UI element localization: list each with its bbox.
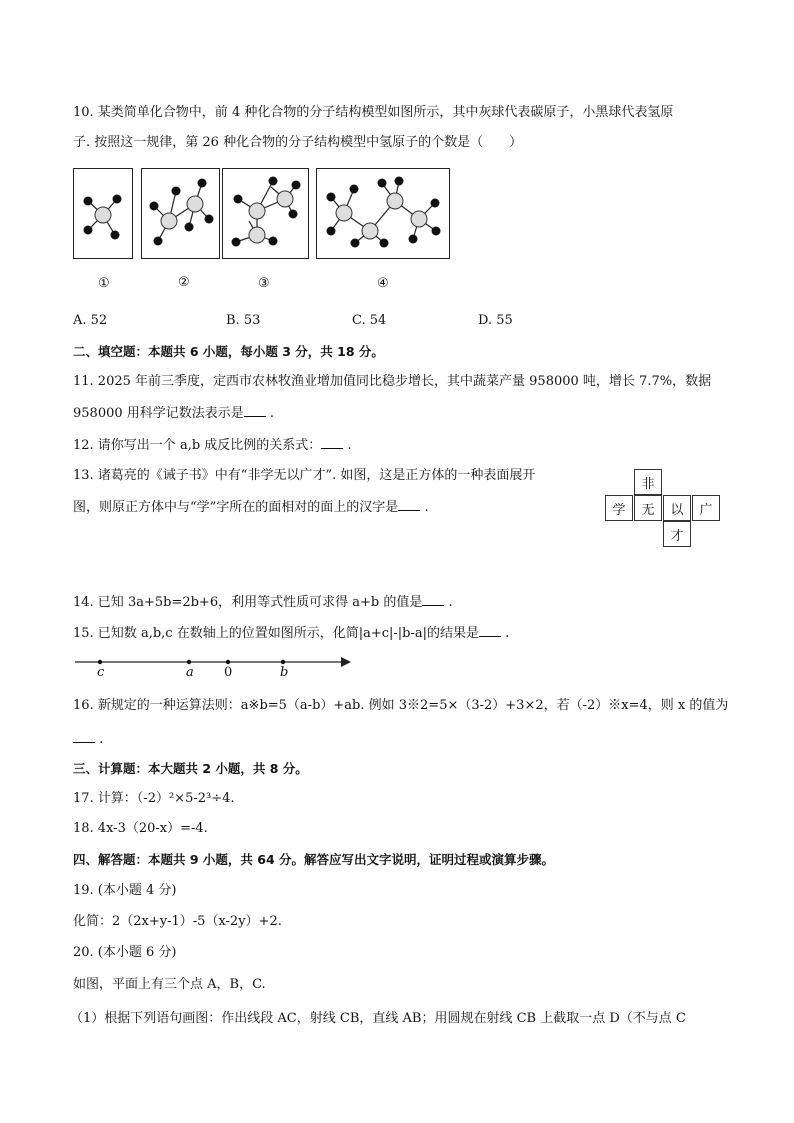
q13-line1: 13. 诸葛亮的《诫子书》中有“非学无以广才”. 如图，这是正方体的一种表面展开: [73, 468, 536, 483]
q11-line2: [73, 404, 274, 423]
section-2-heading: 二、填空题：本题共 6 小题，每小题 3 分，共 18 分。: [73, 344, 384, 359]
cube-cell-yi: 以: [663, 495, 691, 521]
q11-line2-text: 958000 用科学记数法表示是: [73, 406, 244, 421]
number-line: [73, 652, 358, 686]
q19-title: 19. (本小题 4 分): [73, 883, 177, 898]
figure-label-1: ①: [98, 276, 110, 291]
molecule-figure-1: [73, 168, 133, 259]
figure-label-2: ②: [178, 275, 190, 290]
q14-line: [73, 593, 453, 612]
molecule-figure-3: [222, 168, 309, 259]
axis-label-b: b: [280, 665, 289, 680]
cube-cell-xue: 学: [605, 495, 633, 521]
cube-cell-wu: 无: [634, 495, 662, 521]
q14-period: .: [448, 595, 453, 610]
section-4-heading: 四、解答题：本题共 9 小题，共 64 分。解答应写出文字说明，证明过程或演算步骤。: [73, 852, 555, 867]
q15-text: 15. 已知数 a,b,c 在数轴上的位置如图所示，化简|a+c|-|b-a|的结果是: [73, 626, 479, 641]
q12-answer-blank[interactable]: [321, 436, 343, 449]
axis-label-0: 0: [224, 665, 233, 680]
q14-answer-blank[interactable]: [422, 593, 444, 606]
figure-label-3: ③: [258, 276, 270, 291]
q20-body: 如图，平面上有三个点 A，B，C.: [73, 977, 266, 992]
q13-line2: [73, 498, 429, 517]
q18-line: 18. 4x-3（20-x）=-4.: [73, 821, 208, 836]
option-b: B. 53: [226, 313, 261, 328]
axis-label-a: a: [186, 665, 194, 680]
q20-title: 20. (本小题 6 分): [73, 945, 177, 960]
q14-text: 14. 已知 3a+5b=2b+6，利用等式性质可求得 a+b 的值是: [73, 595, 423, 610]
q13-period: .: [424, 500, 429, 515]
q16-period: .: [99, 732, 104, 747]
cube-cell-guang: 广: [692, 495, 720, 521]
q13-text: 图，则原正方体中与“学”字所在的面相对的面上的汉字是: [73, 500, 399, 515]
q17-line: 17. 计算：（-2）²×5-2³÷4.: [73, 791, 235, 806]
q11-period: .: [269, 406, 275, 421]
cube-cell-cai: 才: [663, 521, 691, 547]
q19-body: 化简：2（2x+y-1）-5（x-2y）+2.: [73, 914, 282, 929]
cube-cell-fei: 非: [634, 469, 662, 495]
q16-line2: [73, 730, 103, 749]
figure-label-4: ④: [377, 276, 389, 291]
molecule-figure-2: [141, 168, 220, 259]
q16-answer-blank[interactable]: [73, 730, 95, 743]
q16-line1: 16. 新规定的一种运算法则：a※b=5（a-b）+ab. 例如 3※2=5×（3-2）+3×2，若（-2）※x=4，则 x 的值为: [73, 698, 729, 713]
q11-line1: 11. 2025 年前三季度，定西市农林牧渔业增加值同比稳步增长，其中蔬菜产量 958000 吨，增长 7.7%，数据: [73, 374, 712, 389]
q20-part1: （1）根据下列语句画图：作出线段 AC，射线 CB，直线 AB；用圆规在射线 CB 上截取一点 D（不与点 C: [70, 1011, 686, 1026]
q12-period: .: [347, 438, 352, 453]
section-3-heading: 三、计算题：本大题共 2 小题，共 8 分。: [73, 761, 308, 776]
q10-line1: 10. 某类简单化合物中，前 4 种化合物的分子结构模型如图所示，其中灰球代表碳原子，小黑球代表氢原: [73, 105, 674, 120]
q12-text: 12. 请你写出一个 a,b 成反比例的关系式：: [73, 438, 322, 453]
option-c: C. 54: [352, 313, 387, 328]
q10-line2: 子. 按照这一规律，第 26 种化合物的分子结构模型中氢原子的个数是（ ）: [73, 135, 523, 150]
option-d: D. 55: [478, 313, 513, 328]
q15-line: [73, 624, 509, 643]
q13-answer-blank[interactable]: [398, 498, 420, 511]
option-a: A. 52: [73, 313, 108, 328]
q12-line: [73, 436, 352, 455]
q11-answer-blank[interactable]: [244, 404, 266, 417]
molecule-figure-4: [316, 168, 450, 259]
axis-label-c: c: [97, 665, 105, 680]
q15-answer-blank[interactable]: [479, 624, 501, 637]
q15-period: .: [505, 626, 510, 641]
